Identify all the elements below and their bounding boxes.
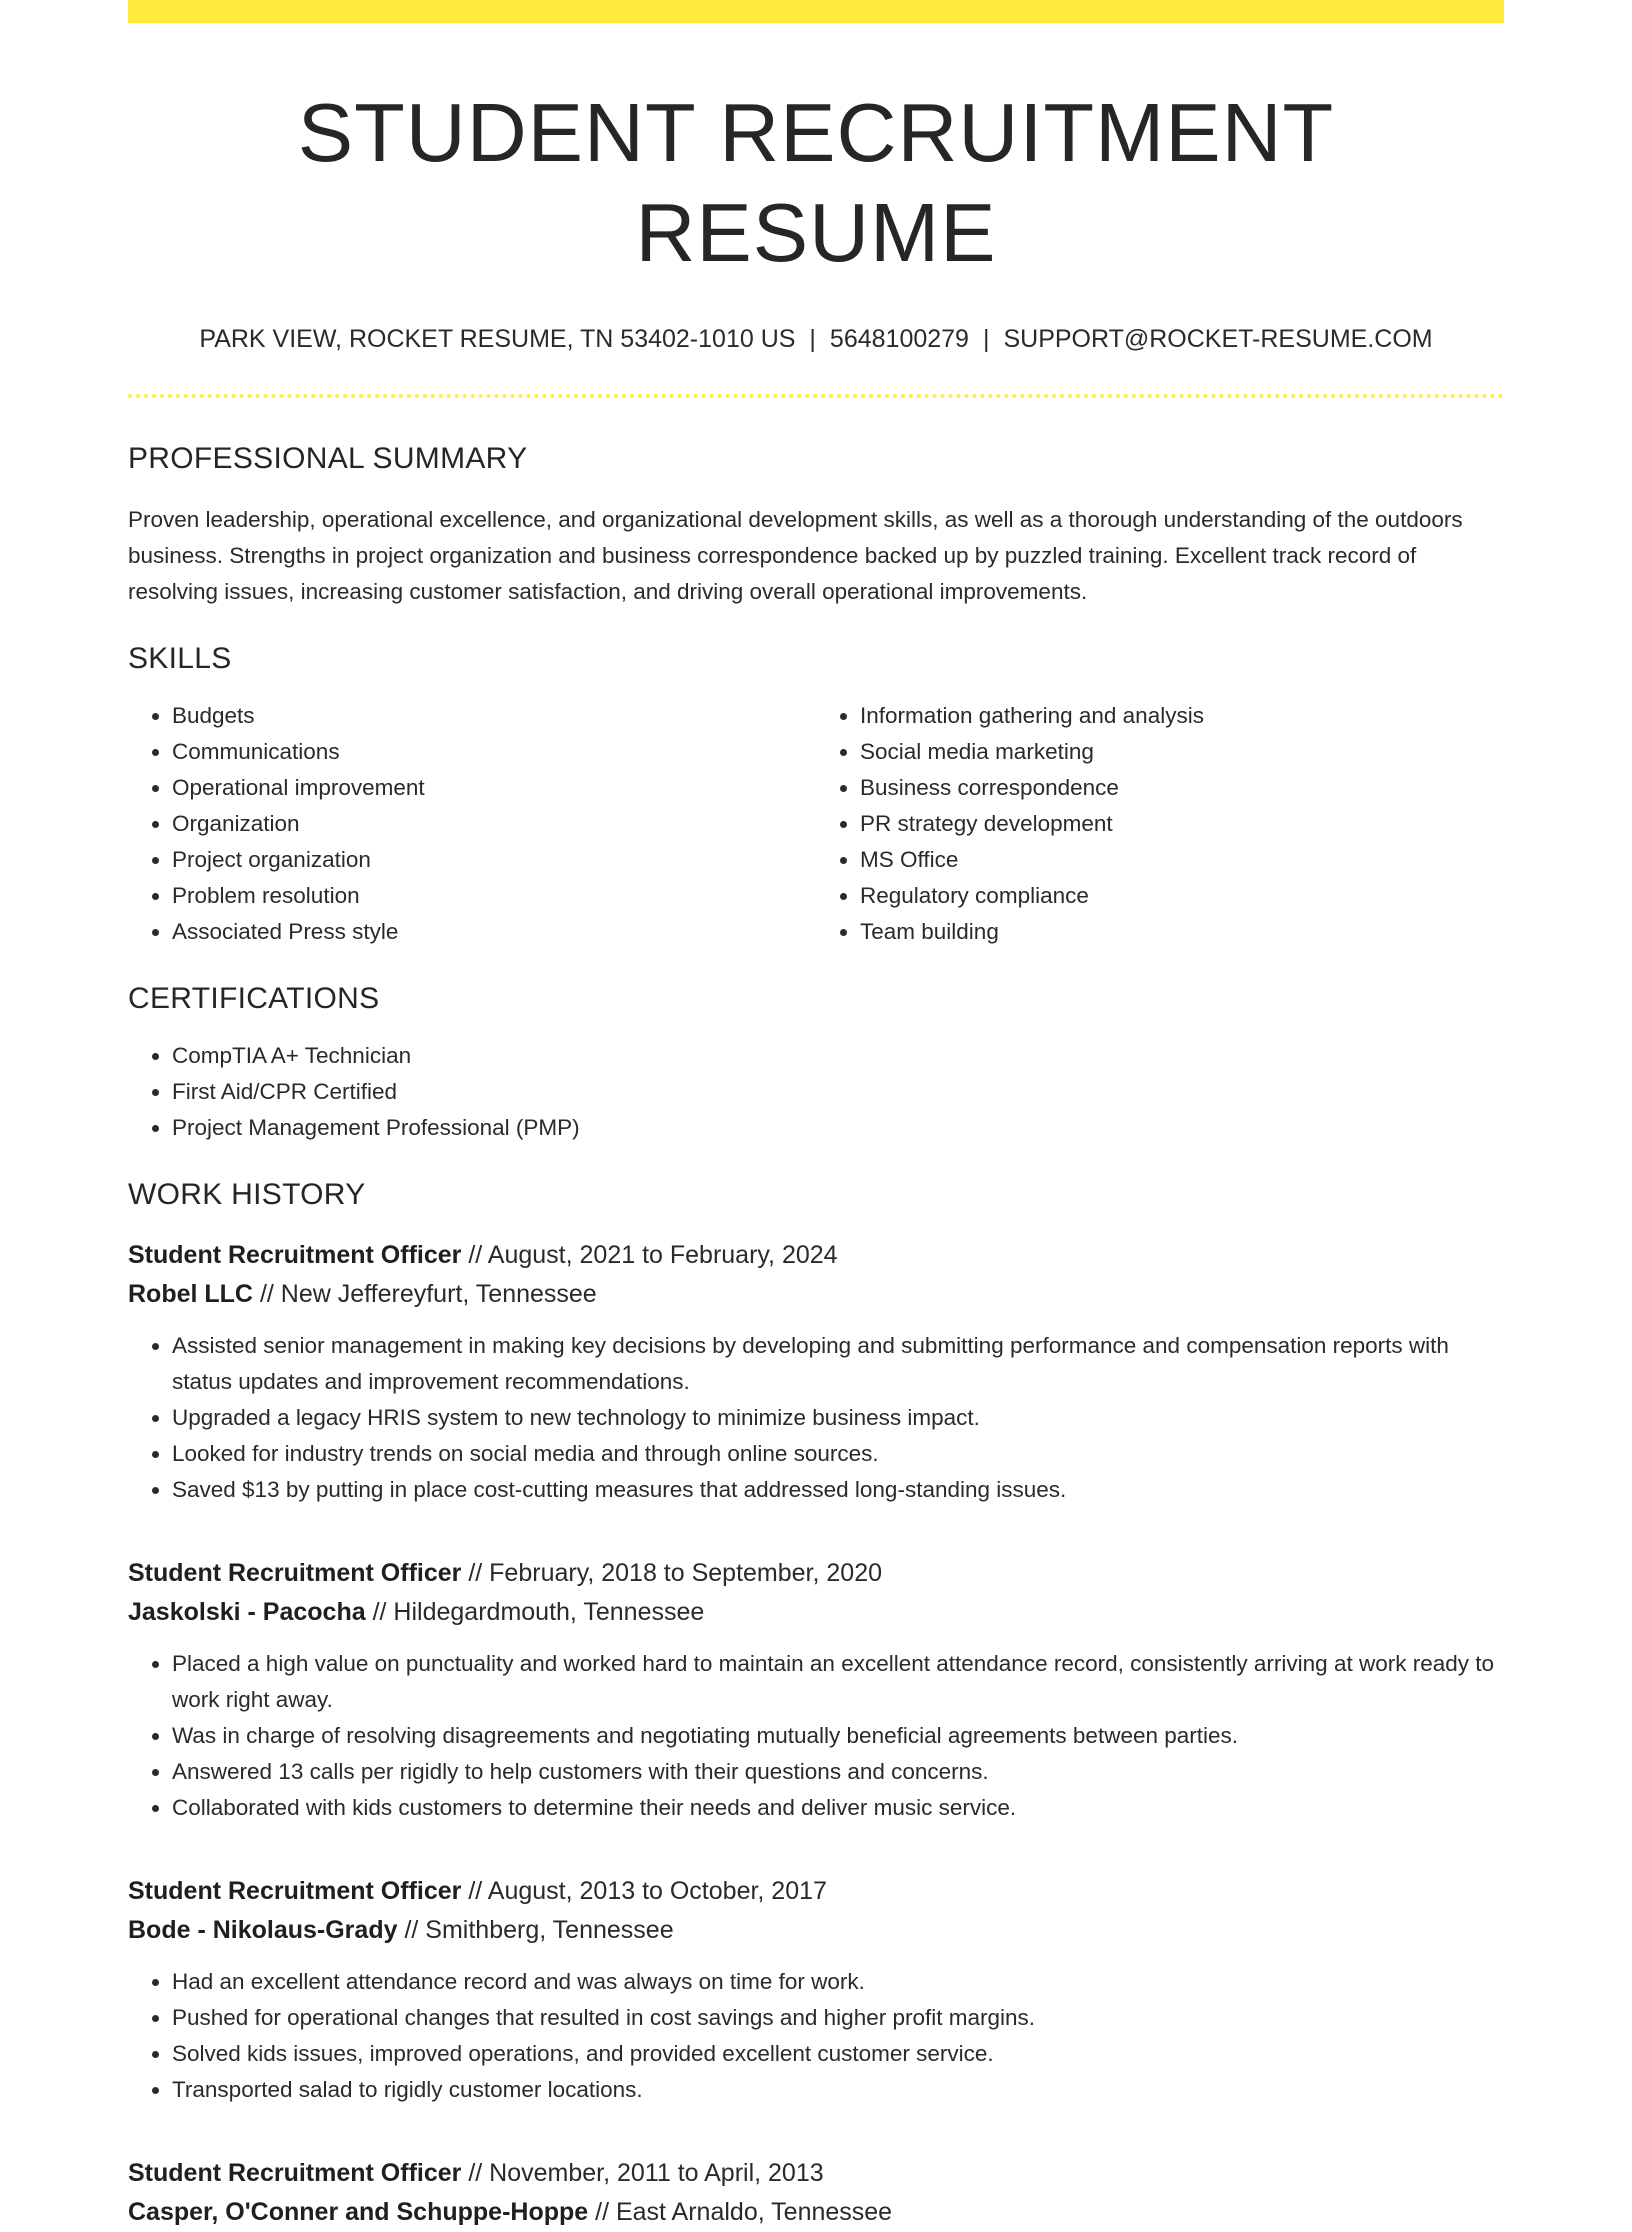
skill-item: • Regulatory compliance [860,878,1504,914]
resume-page [128,0,1504,2232]
job-company: Casper, O'Conner and Schuppe-Hoppe [128,2198,589,2227]
skill-item: • Associated Press style [172,914,816,950]
job-location: // Hildegardmouth, Tennessee [372,1598,705,1627]
job-duty: • Answered 13 calls per rigidly to help customers with their questions and concerns. [172,1754,1504,1790]
certification-item: • CompTIA A+ Technician [172,1038,1504,1074]
skill-item: • MS Office [860,842,1504,878]
job-duties-list [128,1646,1504,1826]
job-duty: • Looked for industry trends on social media and through online sources. [172,1436,1504,1472]
contact-separator: | [809,325,816,354]
job-duty: • Was in charge of resolving disagreements and negotiating mutually beneficial agreements between parties. [172,1718,1504,1754]
skill-item: • Operational improvement [172,770,816,806]
job-company-line [128,1911,1504,1950]
job-company: Robel LLC [128,1280,253,1309]
job-title-line [128,1554,1504,1593]
job-duty: • Placed a high value on punctuality and worked hard to maintain an excellent attendance record, consistently arriving at work ready to work right away. [172,1646,1504,1718]
contact-separator: | [982,325,990,354]
skill-item: • Business correspondence [860,770,1504,806]
skill-item: • Problem resolution [172,878,816,914]
job-duty: • Pushed for operational changes that resulted in cost savings and higher profit margins. [172,2000,1504,2036]
job-entry [128,1872,1504,2108]
job-duties-list [128,1328,1504,1508]
certifications-section [128,982,1504,1146]
job-duty: • Transported salad to rigidly customer locations. [172,2072,1504,2108]
summary-section [128,442,1504,610]
job-entry [128,2154,1504,2232]
job-duty: • Collaborated with kids customers to determine their needs and deliver music service. [172,1790,1504,1826]
job-location: // Smithberg, Tennessee [404,1916,674,1945]
job-entry [128,1236,1504,1508]
job-company-line [128,2193,1504,2232]
dotted-divider [128,394,1504,398]
work-history-heading: WORK HISTORY [128,1178,366,1212]
job-duty: • Saved $13 by putting in place cost-cutting measures that addressed long-standing issues. [172,1472,1504,1508]
skills-columns [128,698,1504,950]
job-entry [128,1554,1504,1826]
job-location: // New Jeffereyfurt, Tennessee [259,1280,597,1309]
job-dates: // November, 2011 to April, 2013 [468,2159,824,2188]
skill-item: • Budgets [172,698,816,734]
job-location: // East Arnaldo, Tennessee [595,2198,893,2227]
contact-address: PARK VIEW, ROCKET RESUME, TN 53402-1010 US [199,325,796,354]
job-dates: // February, 2018 to September, 2020 [468,1559,883,1588]
job-company: Bode - Nikolaus-Grady [128,1916,398,1945]
summary-text: Proven leadership, operational excellence, and organizational development skills, as well as a thorough understanding of the outdoors business. Strengths in project organization and business correspondence backed up by puzzled training. Excellent track record of resolving issues, increasing customer satisfaction, and driving overall operational improvements. [128,507,1463,605]
job-title-line [128,1236,1504,1275]
job-duty: • Solved kids issues, improved operations, and provided excellent customer service. [172,2036,1504,2072]
skill-item: • Team building [860,914,1504,950]
summary-heading: PROFESSIONAL SUMMARY [128,442,528,476]
job-title: Student Recruitment Officer [128,2159,462,2188]
job-duty: • Assisted senior management in making key decisions by developing and submitting performance and compensation reports with status updates and improvement recommendations. [172,1328,1504,1400]
skills-heading: SKILLS [128,642,232,676]
job-title-line [128,1872,1504,1911]
skill-item: • Communications [172,734,816,770]
certification-item: • First Aid/CPR Certified [172,1074,1504,1110]
job-title: Student Recruitment Officer [128,1241,462,1270]
skills-section [128,642,1504,950]
contact-phone: 5648100279 [829,325,969,354]
skills-list-right [816,698,1504,950]
job-dates: // August, 2013 to October, 2017 [468,1877,827,1906]
accent-top-bar [128,0,1504,23]
job-title: Student Recruitment Officer [128,1559,462,1588]
certification-item: • Project Management Professional (PMP) [172,1110,1504,1146]
contact-email: SUPPORT@ROCKET-RESUME.COM [1003,325,1433,354]
skill-item: • Project organization [172,842,816,878]
job-dates: // August, 2021 to February, 2024 [468,1241,838,1270]
certifications-heading: CERTIFICATIONS [128,982,380,1016]
job-company-line [128,1275,1504,1314]
skill-item: • Social media marketing [860,734,1504,770]
skill-item: • Information gathering and analysis [860,698,1504,734]
job-duty: • Upgraded a legacy HRIS system to new technology to minimize business impact. [172,1400,1504,1436]
job-title-line [128,2154,1504,2193]
job-title: Student Recruitment Officer [128,1877,462,1906]
job-company-line [128,1593,1504,1632]
certifications-list [128,1038,1504,1146]
job-duties-list [128,1964,1504,2108]
skill-item: • Organization [172,806,816,842]
work-history-section [128,1178,1504,2232]
contact-line [128,324,1504,354]
skills-list-left [128,698,816,950]
job-company: Jaskolski - Pacocha [128,1598,366,1627]
resume-title: STUDENT RECRUITMENT RESUME [297,86,1335,279]
skill-item: • PR strategy development [860,806,1504,842]
job-duty: • Had an excellent attendance record and was always on time for work. [172,1964,1504,2000]
